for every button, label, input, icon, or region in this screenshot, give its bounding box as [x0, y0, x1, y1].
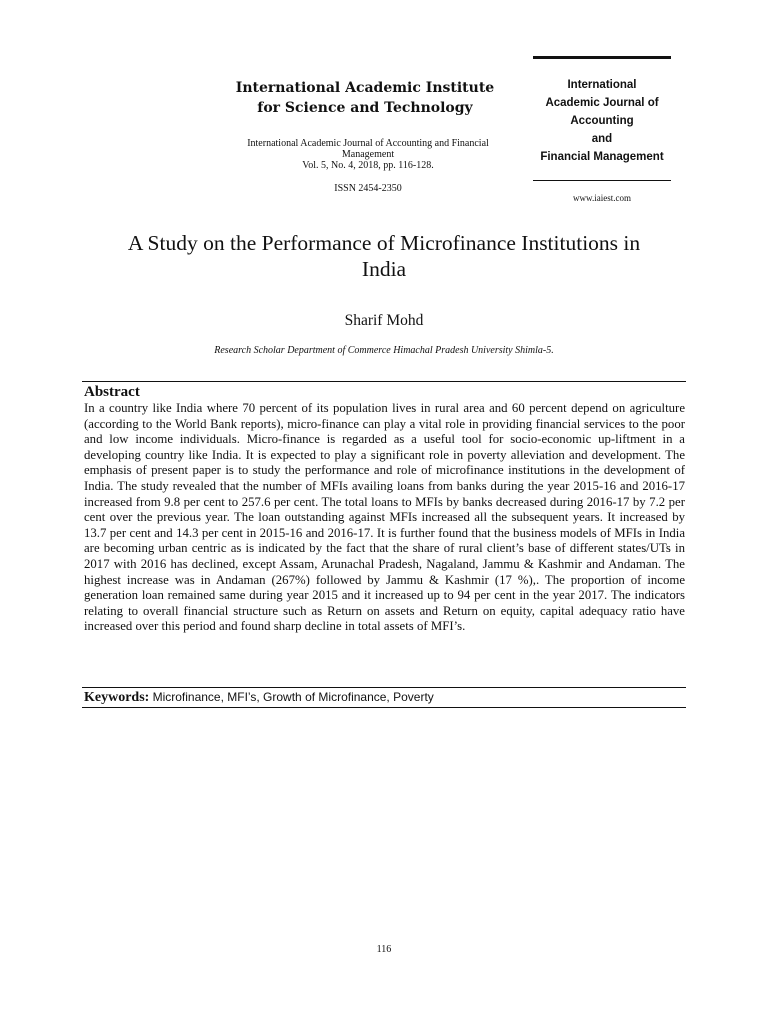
sidebar-top-rule — [533, 56, 671, 59]
keywords-label: Keywords: — [84, 690, 150, 705]
sidebar-journal-title — [533, 76, 671, 166]
journal-sidebar — [533, 56, 671, 203]
abstract-body: In a country like India where 70 percent of its population lives in rural area and 60 percent depend on agriculture (according to the World Bank reports), micro-finance can play a vital role in providing financial services to the poor and low income individuals. Micro-finance is regarded as a useful tool for socio-economic up-liftment in a developing country like India. It is expected to play a significant role in poverty alleviation and development. The emphasis of present paper is to study the performance and role of microfinance institutions in the development of India. The study revealed that the number of MFIs availing loans from banks during the year 2015-16 and 2016-17 increased from 9.8 per cent to 257.6 per cent. The total loans to MFIs by banks decreased during 2016-17 by 7.2 per cent over the previous year. The loan outstanding against MFIs increased all the subsequent years. It increased by 13.7 per cent and 14.3 per cent in 2015-16 and 2016-17. It is further found that the business models of MFIs in India are becoming urban centric as is indicated by the fact that the share of rural client’s base of different states/UTs in 2017 with 2016 has declined, except Assam, Arunachal Pradesh, Nagaland, Jammu & Kashmir and Andaman. The highest increase was in Andaman (267%) followed by Jammu & Kashmir (17 %),. The proportion of income generation loan remained same during year 2015 and it increased up to 94 per cent in the year 2017. The indicators relating to overall financial structure such as Return on assets and Return on equity, capital adequacy ratio have increased over this period and found sharp decline in total assets of MFI’s. — [84, 401, 685, 634]
keywords-bottom-rule — [82, 707, 686, 708]
paper-title-line2: India — [361, 257, 407, 281]
sidebar-title-line: and — [591, 133, 613, 145]
keywords-top-rule — [82, 687, 686, 688]
institute-name-line2: for Science and Technology — [257, 100, 473, 116]
journal-volume: Vol. 5, No. 4, 2018, pp. 116-128. — [302, 160, 434, 171]
journal-name-line1: International Academic Journal of Accounting and Financial — [247, 138, 489, 149]
institute-name — [220, 78, 510, 118]
sidebar-title-line: Accounting — [570, 115, 634, 127]
paper-title-line1: A Study on the Performance of Microfinance Institutions in — [127, 231, 641, 255]
journal-name-line2: Management — [341, 149, 395, 160]
keywords-list: Microfinance, MFI’s, Growth of Microfinance, Poverty — [152, 690, 434, 704]
author-affiliation: Research Scholar Department of Commerce Himachal Pradesh University Shimla-5. — [214, 345, 554, 356]
journal-citation — [218, 138, 518, 171]
journal-url: www.iaiest.com — [573, 193, 631, 203]
sidebar-bottom-rule — [533, 180, 671, 181]
keywords — [84, 689, 434, 706]
author-name: Sharif Mohd — [344, 312, 424, 329]
page-number: 116 — [376, 944, 392, 955]
sidebar-title-line: Academic Journal of — [545, 97, 659, 109]
institute-name-line1: International Academic Institute — [235, 80, 495, 96]
abstract-top-rule — [82, 381, 686, 382]
sidebar-title-line: International — [567, 79, 637, 91]
sidebar-title-line: Financial Management — [540, 151, 664, 163]
abstract-heading: Abstract — [84, 384, 140, 400]
issn: ISSN 2454-2350 — [334, 183, 402, 194]
paper-title — [60, 230, 708, 282]
